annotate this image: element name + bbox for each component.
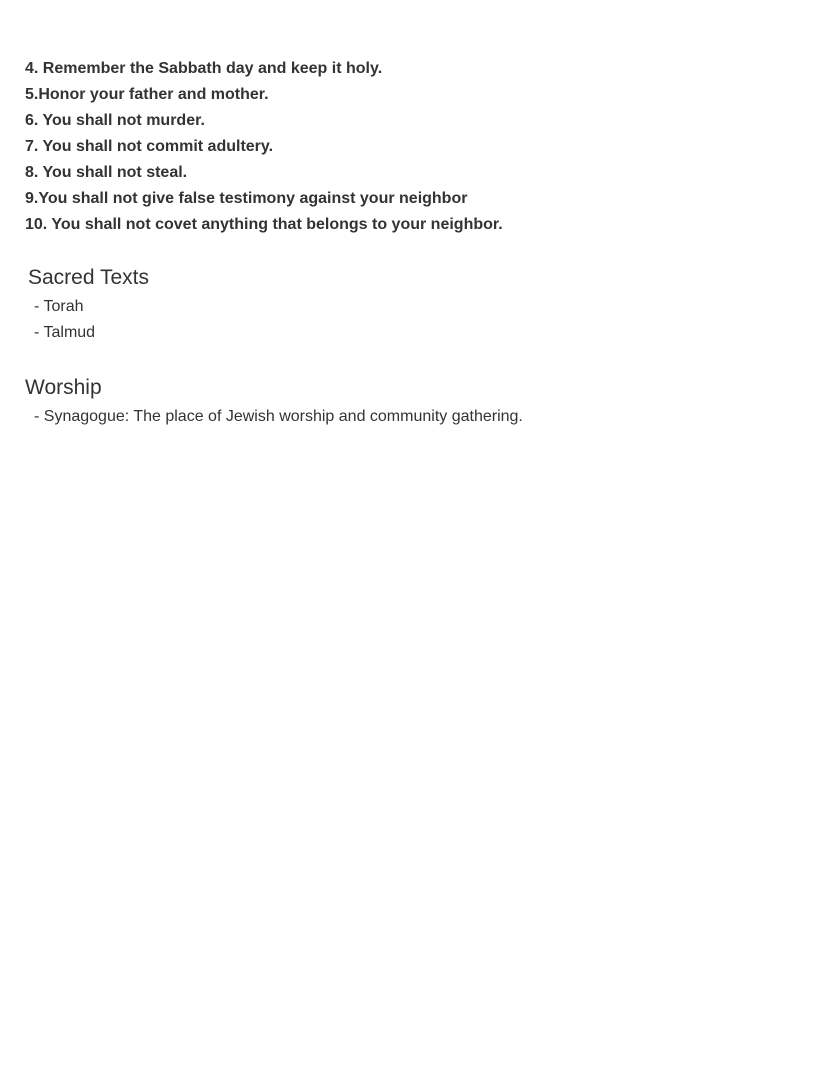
sacred-texts-list	[34, 294, 95, 346]
commandment-item: 10. You shall not covet anything that belongs to your neighbor.	[25, 216, 503, 233]
commandment-item: 7. You shall not commit adultery.	[25, 138, 274, 155]
sacred-text-item: - Torah	[34, 298, 84, 315]
commandment-item: 9.You shall not give false testimony against your neighbor	[25, 190, 468, 207]
worship-item: - Synagogue: The place of Jewish worship and community gathering.	[34, 408, 523, 425]
commandment-item: 4. Remember the Sabbath day and keep it holy.	[25, 60, 383, 77]
worship-list	[34, 404, 523, 430]
sacred-texts-heading: Sacred Texts	[28, 266, 150, 289]
commandments-list	[25, 56, 503, 238]
worship-heading: Worship	[25, 376, 102, 399]
commandment-item: 6. You shall not murder.	[25, 112, 205, 129]
commandment-item: 5.Honor your father and mother.	[25, 86, 269, 103]
commandment-item: 8. You shall not steal.	[25, 164, 188, 181]
sacred-text-item: - Talmud	[34, 324, 96, 341]
